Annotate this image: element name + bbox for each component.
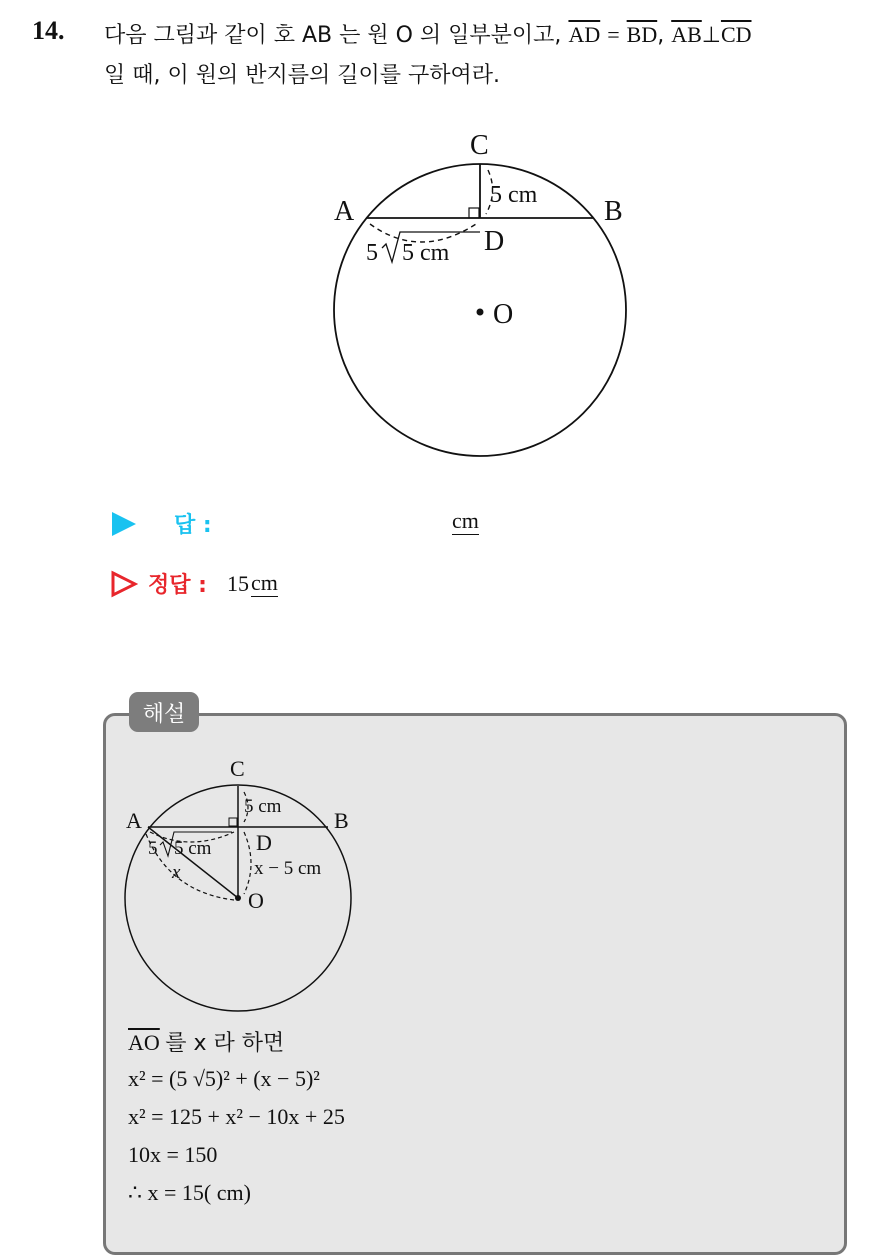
solution-intro xyxy=(128,1026,284,1057)
solution-ad-root: 5 cm xyxy=(174,838,212,859)
label-a: A xyxy=(334,196,355,227)
solution-eq2: x² = 125 + x² − 10x + 25 xyxy=(128,1104,345,1129)
segment-ad: $\overline{AD}$ xyxy=(568,22,601,47)
ad-coef: 5 xyxy=(366,240,378,266)
circle-figure xyxy=(300,120,660,470)
solution-segment-ao-text: $\overline{AO}$ xyxy=(128,1030,160,1055)
solution-tag: 해설 xyxy=(129,692,199,732)
correct-unit: cm xyxy=(250,570,278,595)
answer-blank-unit: cm xyxy=(452,508,479,533)
correct-value: 15 xyxy=(226,570,249,596)
correct-answer-row xyxy=(110,568,278,599)
label-b: B xyxy=(604,196,623,227)
solution-figure xyxy=(110,752,370,1022)
segment-cd: $\overline{CD}$ xyxy=(720,22,752,47)
correct-label: 정답 : xyxy=(148,573,207,598)
label-d: D xyxy=(484,226,505,257)
solution-eq1: x² = (5 √5)² + (x − 5)² xyxy=(128,1066,320,1091)
solution-label-d: D xyxy=(256,830,272,855)
question-number: 14. xyxy=(32,16,65,45)
comma: , xyxy=(657,23,665,48)
cd-length-label: 5 cm xyxy=(490,182,538,208)
ad-root: 5 cm xyxy=(402,240,450,266)
solution-ad-coef: 5 xyxy=(148,838,158,859)
right-angle-mark xyxy=(469,208,479,218)
solution-ao-label: x xyxy=(172,862,181,883)
answer-label: 답 : xyxy=(174,513,212,538)
label-c: C xyxy=(470,130,489,161)
perpendicular-sign: ⊥ xyxy=(701,22,721,47)
question-text: 다음 그림과 같이 호 AB 는 원 O 의 일부분이고, xyxy=(104,23,562,48)
solution-label-c: C xyxy=(230,756,245,781)
question-line-1 xyxy=(104,18,752,49)
hollow-triangle-icon xyxy=(110,570,138,598)
segment-bd: $\overline{BD}$ xyxy=(626,22,658,47)
solution-eq3: 10x = 150 xyxy=(128,1142,218,1167)
segment-ab: $\overline{AB}$ xyxy=(671,22,702,47)
center-point xyxy=(477,309,484,316)
solution-eq4: ∴ x = 15( cm) xyxy=(128,1180,251,1205)
solution-do-label: x − 5 cm xyxy=(254,858,322,879)
solution-center-point xyxy=(235,895,241,901)
solution-right-angle xyxy=(229,818,237,826)
answer-arrow-icon xyxy=(112,512,136,536)
solution-label-b: B xyxy=(334,808,349,833)
label-o: O xyxy=(493,299,514,330)
question-line-2: 일 때, 이 원의 반지름의 길이를 구하여라. xyxy=(104,63,500,88)
solution-cd-length: 5 cm xyxy=(244,796,282,817)
answer-row xyxy=(112,508,212,539)
solution-label-a: A xyxy=(126,808,142,833)
solution-do-brace xyxy=(244,832,251,894)
solution-intro-text: 를 x 라 하면 xyxy=(165,1031,285,1056)
equals-sign: = xyxy=(607,22,620,47)
solution-label-o: O xyxy=(248,888,264,913)
